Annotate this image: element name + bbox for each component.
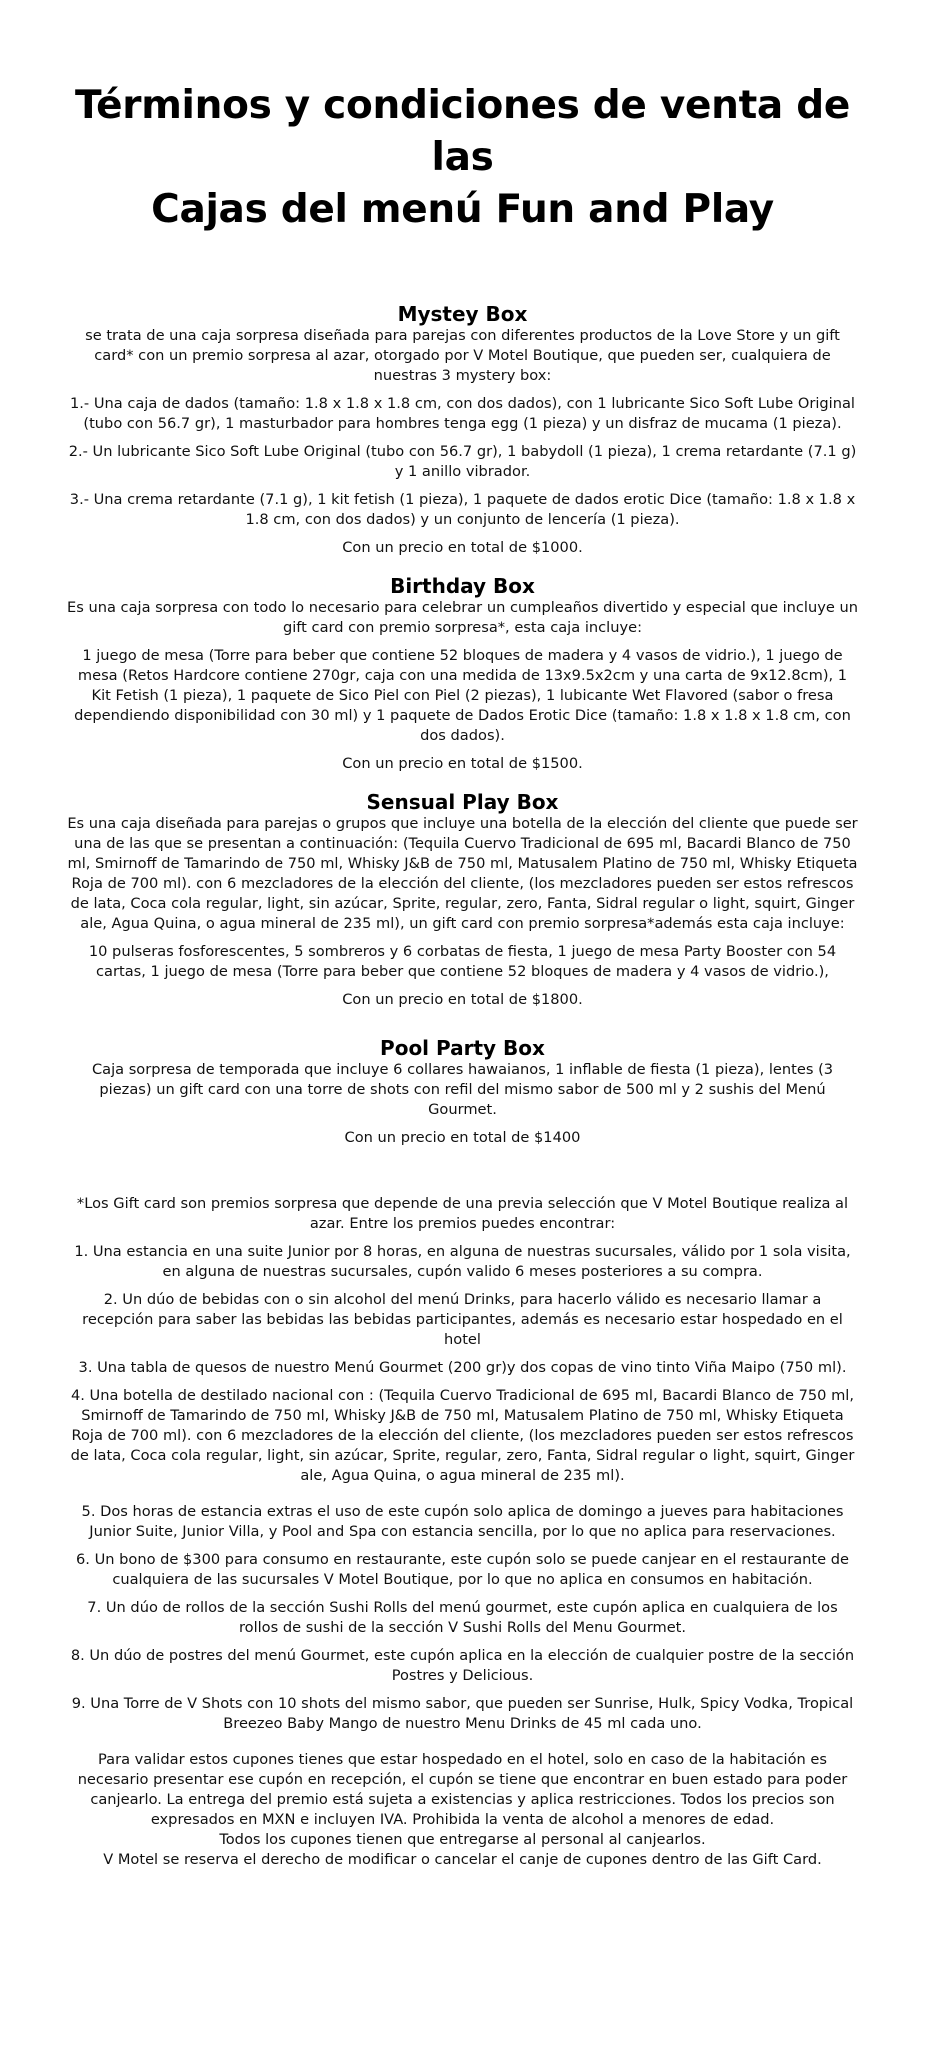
sensual-play-box-section — [66, 790, 859, 1010]
gift-card-prize-3: 3. Una tabla de quesos de nuestro Menú Gourmet (200 gr)y dos copas de vino tinto Viña Maipo (750 ml). — [78, 1359, 847, 1376]
birthday-box-heading: Birthday Box — [390, 574, 535, 598]
mystery-box-price: Con un precio en total de $1000. — [342, 539, 583, 556]
mystery-box-option-1: 1.- Una caja de dados (tamaño: 1.8 x 1.8 x 1.8 cm, con dos dados), con 1 lubricante Sico Soft Lube Original (tubo con 56.7 gr), 1 masturbador para hombres tenga egg (1 pieza) y un disfraz de mucama (1 pieza). — [70, 395, 855, 432]
gift-card-prize-6: 6. Un bono de $300 para consumo en restaurante, este cupón solo se puede canjear en el restaurante de cualquiera de las sucursales V Motel Boutique, por lo que no aplica en consumos en habitación. — [76, 1551, 849, 1588]
birthday-box-intro: Es una caja sorpresa con todo lo necesario para celebrar un cumpleaños divertido y especial que incluye un gift card con premio sorpresa*, esta caja incluye: — [67, 599, 858, 636]
sensual-play-box-heading: Sensual Play Box — [366, 790, 559, 814]
mystery-box-option-3: 3.- Una crema retardante (7.1 g), 1 kit fetish (1 pieza), 1 paquete de dados erotic Dice (tamaño: 1.8 x 1.8 x 1.8 cm, con dos dados) y un conjunto de lencería (1 pieza). — [69, 491, 856, 528]
gift-card-prize-2: 2. Un dúo de bebidas con o sin alcohol del menú Drinks, para hacerlo válido es necesario llamar a recepción para saber las bebidas las bebidas participantes, además es necesario estar hospedado en el hotel — [82, 1291, 843, 1348]
pool-party-box-section — [66, 1036, 859, 1148]
footer-reservation-text: V Motel se reserva el derecho de modificar o cancelar el canje de cupones dentro de las Gift Card. — [103, 1851, 822, 1868]
sensual-play-box-intro: Es una caja diseñada para parejas o grupos que incluye una botella de la elección del cliente que puede ser una de las que se presentan a continuación: (Tequila Cuervo Tradicional de 695 ml, Bacardi Blanco de 750 ml, Smirnoff de Tamarindo de 750 ml, Whisky J&B de 750 ml, Matusalem Platino de 750 ml, Whisky Etiqueta Roja de 700 ml). con 6 mezcladores de la elección del cliente, (los mezcladores pueden ser estos refrescos de lata, Coca cola regular, light, sin azúcar, Sprite, regular, zero, Fanta, Sidral regular o light, squirt, Ginger ale, Agua Quina, o agua mineral de 235 ml), un gift card con premio sorpresa*además esta caja incluye: — [67, 815, 858, 932]
mystery-box-option-2: 2.- Un lubricante Sico Soft Lube Original (tubo con 56.7 gr), 1 babydoll (1 pieza), 1 crema retardante (7.1 g) y 1 anillo vibrador. — [68, 443, 857, 480]
sensual-play-box-content: 10 pulseras fosforescentes, 5 sombreros y 6 corbatas de fiesta, 1 juego de mesa Party Booster con 54 cartas, 1 juego de mesa (Torre para beber que contiene 52 bloques de madera y 4 vasos de vidrio.), — [88, 943, 837, 980]
footer-validation-text: Para validar estos cupones tienes que estar hospedado en el hotel, solo en caso de la habitación es necesario presentar ese cupón en recepción, el cupón se tiene que encontrar en buen estado para poder canjearlo. La entrega del premio está sujeta a existencias y aplica restricciones. Todos los precios son expresados en MXN e incluyen IVA. Prohibida la venta de alcohol a menores de edad. — [77, 1751, 848, 1828]
gift-card-prize-5: 5. Dos horas de estancia extras el uso de este cupón solo aplica de domingo a jueves para habitaciones Junior Suite, Junior Villa, y Pool and Spa con estancia sencilla, por lo que no aplica para reservaciones. — [81, 1503, 844, 1540]
gift-card-prize-1: 1. Una estancia en una suite Junior por 8 horas, en alguna de nuestras sucursales, válido por 1 sola visita, en alguna de nuestras sucursales, cupón valido 6 meses posteriores a su compra. — [74, 1243, 851, 1280]
gift-card-prize-9: 9. Una Torre de V Shots con 10 shots del mismo sabor, que pueden ser Sunrise, Hulk, Spicy Vodka, Tropical Breezeo Baby Mango de nuestro Menu Drinks de 45 ml cada uno. — [71, 1695, 854, 1732]
pool-party-box-heading: Pool Party Box — [380, 1036, 545, 1060]
gift-card-intro: *Los Gift card son premios sorpresa que depende de una previa selección que V Motel Boutique realiza al azar. Entre los premios puedes encontrar: — [76, 1195, 849, 1232]
sensual-play-box-price: Con un precio en total de $1800. — [342, 991, 583, 1008]
birthday-box-price: Con un precio en total de $1500. — [342, 755, 583, 772]
footer-delivery-text: Todos los cupones tienen que entregarse al personal al canjearlos. — [219, 1831, 706, 1848]
gift-card-prize-8: 8. Un dúo de postres del menú Gourmet, este cupón aplica en la elección de cualquier postre de la sección Postres y Delicious. — [70, 1647, 855, 1684]
birthday-box-content: 1 juego de mesa (Torre para beber que contiene 52 bloques de madera y 4 vasos de vidrio.), 1 juego de mesa (Retos Hardcore contiene 270gr, caja con una medida de 13x9.5x2cm y una carta de 9x12.8cm), 1 Kit Fetish (1 pieza), 1 paquete de Sico Piel con Piel (2 piezas), 1 lubicante Wet Flavored (sabor o fresa dependiendo disponibilidad con 30 ml) y 1 paquete de Dados Erotic Dice (tamaño: 1.8 x 1.8 x 1.8 cm, con dos dados). — [74, 647, 851, 744]
footer-terms-section — [66, 1750, 859, 1870]
page-title-line-1: Términos y condiciones de venta de las — [75, 83, 850, 180]
pool-party-box-intro: Caja sorpresa de temporada que incluye 6 collares hawaianos, 1 inflable de fiesta (1 pieza), lentes (3 piezas) un gift card con una torre de shots con refil del mismo sabor de 500 ml y 2 sushis del Menú Gourmet. — [91, 1061, 834, 1118]
gift-card-prize-7: 7. Un dúo de rollos de la sección Sushi Rolls del menú gourmet, este cupón aplica en cualquiera de los rollos de sushi de la sección V Sushi Rolls del Menu Gourmet. — [87, 1599, 838, 1636]
mystery-box-section — [66, 302, 859, 558]
birthday-box-section — [66, 574, 859, 774]
pool-party-box-price: Con un precio en total de $1400 — [344, 1129, 581, 1146]
gift-card-prize-4: 4. Una botella de destilado nacional con : (Tequila Cuervo Tradicional de 695 ml, Bacardi Blanco de 750 ml, Smirnoff de Tamarindo de 750 ml, Whisky J&B de 750 ml, Matusalem Platino de 750 ml, Whisky Etiqueta Roja de 700 ml). con 6 mezcladores de la elección del cliente, (los mezcladores pueden ser estos refrescos de lata, Coca cola regular, light, sin azúcar, Sprite, regular, zero, Fanta, Sidral regular o light, squirt, Ginger ale, Agua Quina, o agua mineral de 235 ml). — [70, 1387, 855, 1484]
mystery-box-intro: se trata de una caja sorpresa diseñada para parejas con diferentes productos de la Love Store y un gift card* con un premio sorpresa al azar, otorgado por V Motel Boutique, que pueden ser, cualquiera de nuestras 3 mystery box: — [85, 327, 840, 384]
page-title-line-2: Cajas del menú Fun and Play — [151, 187, 774, 232]
page-title — [66, 0, 859, 236]
mystery-box-heading: Mystey Box — [397, 302, 528, 326]
gift-card-section — [66, 1194, 859, 1734]
